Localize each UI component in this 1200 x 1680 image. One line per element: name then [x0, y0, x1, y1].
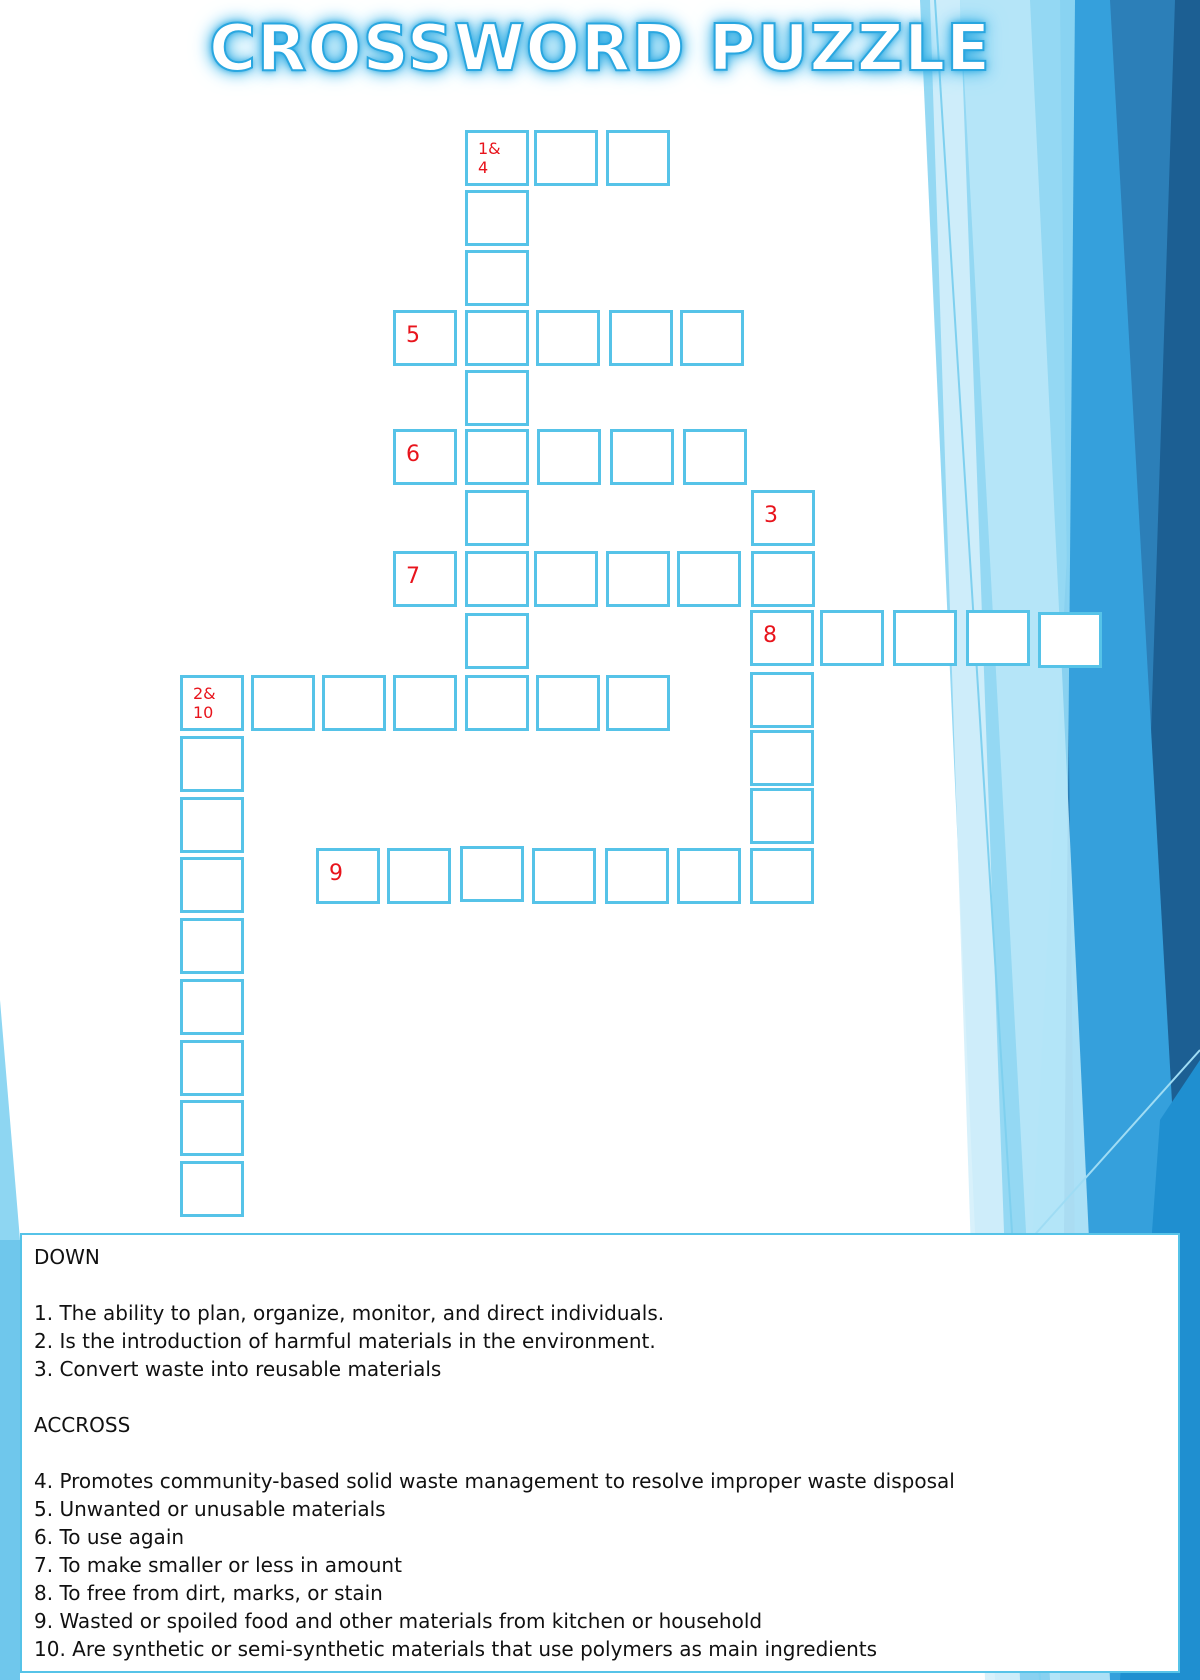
- crossword-cell[interactable]: [180, 1100, 244, 1156]
- clue-number: 9: [329, 861, 343, 886]
- crossword-cell[interactable]: [465, 551, 529, 607]
- across-clue: 4. Promotes community-based solid waste management to resolve improper waste disposal: [34, 1469, 955, 1493]
- crossword-cell[interactable]: [750, 848, 814, 904]
- crossword-cell[interactable]: [534, 130, 598, 186]
- crossword-cell[interactable]: [750, 730, 814, 786]
- crossword-cell[interactable]: [180, 979, 244, 1035]
- down-header: DOWN: [34, 1245, 100, 1269]
- crossword-cell[interactable]: [534, 551, 598, 607]
- clue-number: 6: [406, 442, 420, 467]
- crossword-cell[interactable]: [677, 848, 741, 904]
- across-clue: 8. To free from dirt, marks, or stain: [34, 1581, 383, 1605]
- across-header: ACCROSS: [34, 1413, 131, 1437]
- page-title: CROSSWORD PUZZLE: [209, 12, 991, 86]
- crossword-cell[interactable]: [465, 370, 529, 426]
- crossword-cell: [393, 551, 457, 607]
- crossword-cell[interactable]: [251, 675, 315, 731]
- crossword-cell[interactable]: [677, 551, 741, 607]
- crossword-cell[interactable]: [180, 1161, 244, 1217]
- clue-number: 2& 10: [193, 684, 216, 722]
- crossword-cell[interactable]: [316, 848, 380, 904]
- crossword-cell[interactable]: [532, 848, 596, 904]
- crossword-cell[interactable]: [180, 1040, 244, 1096]
- down-clue: 2. Is the introduction of harmful materials in the environment.: [34, 1329, 656, 1353]
- crossword-cell[interactable]: [387, 848, 451, 904]
- crossword-cell[interactable]: [606, 675, 670, 731]
- crossword-cell[interactable]: [180, 797, 244, 853]
- across-clue: 9. Wasted or spoiled food and other materials from kitchen or household: [34, 1609, 763, 1633]
- crossword-cell[interactable]: [606, 551, 670, 607]
- crossword-cell[interactable]: [683, 429, 747, 485]
- across-clue: 5. Unwanted or unusable materials: [34, 1497, 386, 1521]
- crossword-cell: [393, 310, 457, 366]
- crossword-cell[interactable]: [610, 429, 674, 485]
- crossword-cell[interactable]: [465, 190, 529, 246]
- crossword-cell[interactable]: [180, 918, 244, 974]
- down-clue: 3. Convert waste into reusable materials: [34, 1357, 442, 1381]
- crossword-cell[interactable]: [605, 848, 669, 904]
- crossword-cell[interactable]: [180, 857, 244, 913]
- crossword-cell[interactable]: [460, 846, 524, 902]
- crossword-cell[interactable]: [606, 130, 670, 186]
- clue-number: 8: [763, 623, 777, 648]
- crossword-cell[interactable]: [751, 551, 815, 607]
- clue-number: 1& 4: [478, 139, 501, 177]
- crossword-cell[interactable]: [537, 429, 601, 485]
- crossword-cell[interactable]: [465, 675, 529, 731]
- crossword-cell[interactable]: [465, 613, 529, 669]
- across-clue: 7. To make smaller or less in amount: [34, 1553, 402, 1577]
- clue-number: 5: [406, 323, 420, 348]
- crossword-cell[interactable]: [893, 610, 957, 666]
- clues-panel: [20, 1233, 1180, 1673]
- crossword-cell[interactable]: [750, 610, 814, 666]
- crossword-cell[interactable]: [609, 310, 673, 366]
- across-clue: 6. To use again: [34, 1525, 185, 1549]
- across-clue: 10. Are synthetic or semi-synthetic materials that use polymers as main ingredients: [34, 1637, 878, 1661]
- crossword-cell[interactable]: [1038, 612, 1102, 668]
- crossword-cell[interactable]: [750, 672, 814, 728]
- crossword-cell[interactable]: [465, 490, 529, 546]
- crossword-cell[interactable]: [966, 610, 1030, 666]
- crossword-cell[interactable]: [180, 736, 244, 792]
- clue-number: 3: [764, 503, 778, 528]
- crossword-cell[interactable]: [536, 310, 600, 366]
- crossword-cell[interactable]: [465, 250, 529, 306]
- down-clue: 1. The ability to plan, organize, monitor, and direct individuals.: [34, 1301, 665, 1325]
- crossword-cell: [393, 429, 457, 485]
- crossword-cell[interactable]: [465, 310, 529, 366]
- crossword-cell[interactable]: [465, 130, 529, 186]
- crossword-cell[interactable]: [180, 675, 244, 731]
- crossword-cell[interactable]: [820, 610, 884, 666]
- crossword-cell[interactable]: [322, 675, 386, 731]
- crossword-cell[interactable]: [536, 675, 600, 731]
- crossword-cell[interactable]: [680, 310, 744, 366]
- crossword-cell[interactable]: [751, 490, 815, 546]
- crossword-cell[interactable]: [750, 788, 814, 844]
- crossword-cell[interactable]: [465, 429, 529, 485]
- crossword-cell[interactable]: [393, 675, 457, 731]
- clue-number: 7: [406, 564, 420, 589]
